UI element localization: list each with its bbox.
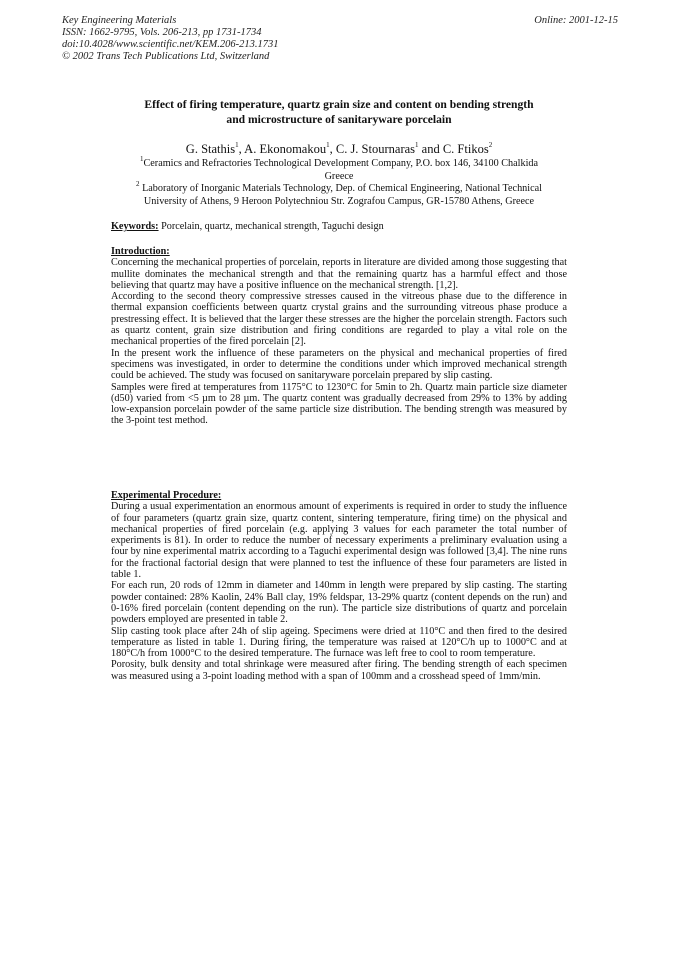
experimental-paragraph-3: Slip casting took place after 24h of slip ageing. Specimens were dried at 110°C and then fired to the desired temperature as listed in table 1. During firing, the temperature was raised at 120°C/h up to 1000°C and at 180°C/h from 1000°C to the desired temperature. The furnace was left free to cool to room temperature. <box>111 625 567 660</box>
author-2-affil: 1 <box>326 140 330 149</box>
author-2: A. Ekonomakou <box>244 142 327 156</box>
author-1-affil: 1 <box>235 140 239 149</box>
introduction-paragraph-1: Concerning the mechanical properties of porcelain, reports in literature are divided among those suggesting that mullite dominates the mechanical strength and that the remaining quartz has a harmful effect and those believing that quartz may have a positive influence on the mechanical strength. [1,2]. <box>111 257 567 291</box>
online-date: Online: 2001-12-15 <box>534 15 618 26</box>
issn-line: ISSN: 1662-9795, Vols. 206-213, pp 1731-1734 <box>62 27 262 38</box>
paper-title <box>100 97 578 127</box>
affiliation-1 <box>100 154 578 183</box>
author-1: G. Stathis <box>185 142 236 156</box>
title-line-1: Effect of firing temperature, quartz grain size and content on bending strength <box>144 98 534 111</box>
author-sep-1: , <box>238 142 245 156</box>
affiliation-1-line-2: Greece <box>324 170 354 182</box>
affiliation-2-line-1: Laboratory of Inorganic Materials Technology, Dep. of Chemical Engineering, National Technical <box>142 183 542 194</box>
introduction-section <box>111 246 567 427</box>
keywords <box>111 221 567 234</box>
affiliation-1-line-1: Ceramics and Refractories Technological Development Company, P.O. box 146, 34100 Chalkida <box>143 158 539 169</box>
author-3: C. J. Stournaras <box>335 142 416 156</box>
experimental-paragraph-2: For each run, 20 rods of 12mm in diameter and 140mm in length were prepared by slip casting. The starting powder contained: 28% Kaolin, 24% Ball clay, 19% feldspar, 13-29% quartz (content depends on the run) and 0-16% fired porcelain (content depending on the run). The particle size distributions of quartz and porcelain powders employed are presented in table 2. <box>111 580 567 626</box>
experimental-paragraph-1: During a usual experimentation an enormous amount of experiments is required in order to study the influence of four parameters (quartz grain size, quartz content, sintering temperature, firing time) on the physical and mechanical properties of fired porcelain (e.g. applying 3 values for each parameter the total number of experiments is 81). In order to reduce the number of necessary experiments a preliminary evaluation using a four by nine experimental matrix according to a Taguchi experimental design was followed [3,4]. The nine runs for the fractional factorial design that were planned to test the influence of these four parameters are listed in table 1. <box>111 501 567 581</box>
introduction-heading: Introduction: <box>111 246 170 257</box>
journal-name: Key Engineering Materials <box>62 15 177 26</box>
experimental-paragraph-4: Porosity, bulk density and total shrinkage were measured after firing. The bending strength of each specimen was measured using a 3-point loading method with a span of 100mm and a crosshead speed of 1mm/min. <box>111 659 567 682</box>
title-line-2: and microstructure of sanitaryware porcelain <box>226 113 452 126</box>
author-sep-2: , <box>329 142 336 156</box>
affiliation-2 <box>100 179 578 208</box>
keywords-text: Porcelain, quartz, mechanical strength, Taguchi design <box>158 221 384 232</box>
author-3-affil: 1 <box>415 140 419 149</box>
introduction-paragraph-2: According to the second theory compressive stresses caused in the vitreous phase due to the difference in thermal expansion coefficients between quartz crystal grains and the surrounding vitreous phase produce a prestressing effect. It is believed that the larger these stresses are the higher the porcelain strength. Factors such as quartz content, grain size distribution and firing conditions are regarded to play a vital role on the mechanical properties of the fired porcelain [2]. <box>111 291 567 348</box>
introduction-paragraph-4: Samples were fired at temperatures from 1175°C to 1230°C for 5min to 2h. Quartz main particle size diameter (d50) varied from <5 µm to 28 µm. The quartz content was gradually decreased from 29% to 13% by adding low-expansion porcelain powder of the same particle size distribution. The bending strength was measured by the 3-point test method. <box>111 381 567 427</box>
author-and: and <box>418 142 443 156</box>
affiliation-2-marker: 2 <box>136 179 140 188</box>
keywords-label: Keywords: <box>111 221 159 232</box>
copyright-line: © 2002 Trans Tech Publications Ltd, Switzerland <box>62 51 270 62</box>
author-4-affil: 2 <box>488 140 493 149</box>
affiliation-2-line-2: University of Athens, 9 Heroon Polytechniou Str. Zografou Campus, GR-15780 Athens, Greece <box>143 195 535 207</box>
doi-line: doi:10.4028/www.scientific.net/KEM.206-213.1731 <box>62 39 279 50</box>
affiliation-1-marker: 1 <box>139 154 144 163</box>
author-4: C. Ftikos <box>442 142 489 156</box>
author-list <box>80 142 598 157</box>
experimental-section <box>111 490 567 682</box>
experimental-heading: Experimental Procedure: <box>111 490 222 501</box>
journal-header <box>62 15 618 63</box>
introduction-paragraph-3: In the present work the influence of these parameters on the physical and mechanical properties of fired specimens was investigated, in order to determine the conditions under which improved mechanical strength could be achieved. The study was focused on sanitaryware porcelain prepared by slip casting. <box>111 347 567 382</box>
